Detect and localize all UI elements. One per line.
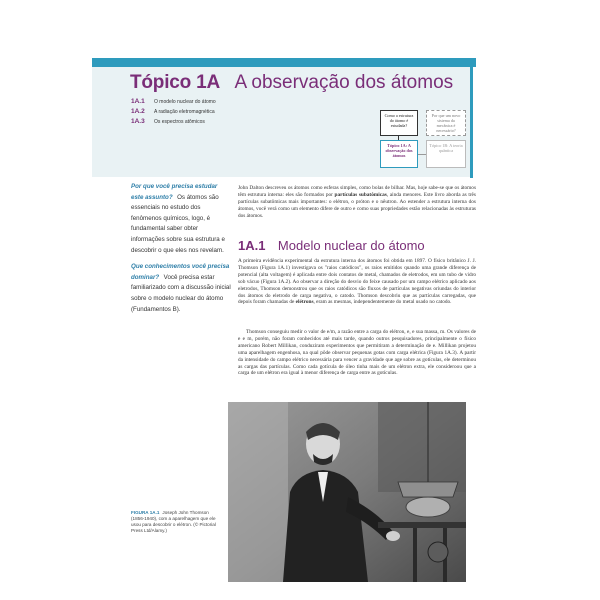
intro-text: , ainda menores. Este livro aborda as três partículas subatômicas mais importantes: o elétron, o próton e o nêutron. Ao estender a estrutura interna dos átomos, você verá como um elemento difere de outro e como suas propriedades estão relacionadas às estruturas dos átomos. (238, 191, 476, 219)
body-paragraph (238, 258, 476, 306)
topic-number: Tópico 1A (130, 72, 221, 93)
intro-paragraph (238, 185, 476, 220)
flow-current-topic-box: Tópico 1A: A observação dos átomos (380, 140, 418, 168)
sidebar (131, 180, 231, 319)
flow-next-topic-box: Tópico 1B: A teoria quântica (426, 140, 466, 168)
flow-arrow (418, 154, 426, 155)
body-paragraph: Thomson conseguiu medir o valor de e/m, a razão entre a carga do elétron, e, e sua massa, m. Os valores de e e m, porém, não foram conhecidos até mais tarde, quando outros pesquisadores, principalmente o físico americano Robert Millikan, conduziram experimentos que permitiram a determinação de e. Millikan projetou uma aparelhagem engenhosa, na qual pôde observar pequenas gotas com carga elétrica (Figura 1A.3). A partir da intensidade do campo elétrico necessária para vencer a gravidade que age sobre as gotículas, ele determinou as cargas das partículas. Como cada gotícula de óleo tinha mais de um elétron extra, ele consideroou que a carga de um elétron era igual à menor diferença de carga entre as gotículas. (238, 329, 476, 377)
toc-item[interactable] (131, 107, 216, 116)
topic-title (130, 72, 453, 94)
toc-item-number: 1A.1 (131, 98, 145, 105)
sidebar-question: Por que você precisa estudar este assunto? (131, 183, 218, 201)
sidebar-answer: Os átomos são essenciais no estudo dos fenômenos químicos, logo, é fundamental saber obter informações sobre sua estrutura e descobrir o que eles nos revelam. (131, 193, 225, 254)
paragraph-text: , eram as mesmas, independentemente do metal usado no catodo. (313, 299, 452, 306)
toc-item-label: Os espectros atômicos (154, 118, 205, 125)
section-number: 1A.1 (238, 238, 266, 253)
flow-question-box: Como a estrutura do átomo é estudada? (380, 110, 418, 136)
toc-item[interactable] (131, 97, 216, 106)
sidebar-block (131, 180, 231, 254)
section-heading (238, 237, 425, 255)
toc-item[interactable] (131, 117, 216, 126)
flow-next-question-box: Por que um novo sistema da mecânica é necessário? (426, 110, 466, 136)
figure-caption (131, 510, 221, 534)
paragraph-bold-term: elétrons (295, 299, 314, 306)
toc-item-label: O modelo nuclear do átomo (154, 98, 216, 105)
caption-text: Joseph John Thomson (1856-1940), com a aparelhagem que ele usou para descobrir o elétron. (© Pictorial Press Ltd/Alamy.) (131, 510, 216, 533)
intro-text: John Dalton descreveu os átomos como esferas simples, como bolas de bilhar. Mas, hoje sabe-se que os átomos têm estrutura interna: eles são formados por (238, 185, 476, 198)
photo-illustration (228, 402, 466, 582)
thomson-photo (228, 402, 466, 582)
sidebar-block (131, 260, 231, 313)
toc-item-number: 1A.3 (131, 118, 145, 125)
sidebar-answer: Você precisa estar familiarizado com a discussão inicial sobre o modelo nuclear do átomo (Fundamentos B). (131, 273, 231, 313)
paragraph-text: A primeira evidência experimental da estrutura interna dos átomos foi obtida em 1897. O físico britânico J. J. Thomson (Figura 1A.1) investigava os "raios catódicos", os raios emitidos quando uma grande diferença de potencial (alta voltagem) é aplicada entre dois contatos de metal, chamados de eletrodos, em um tubo de vidro sob vácuo (Figura 1A.2). Ao observar a direção do desvio do feixe causado por um campo elétrico aplicado aos eletrodos, Thomson demonstrou que os raios catódicos são fluxos de partículas negativas oriundas do interior dos átomos do eletrodo de carga negativa, o catodo. Thomson descobriu que as partículas carregadas, que depois foram chamadas de (238, 258, 476, 306)
figure-label: FIGURA 1A.1 (131, 510, 160, 515)
topic-flow-diagram (378, 108, 470, 172)
section-title: Modelo nuclear do átomo (277, 238, 425, 253)
toc-item-number: 1A.2 (131, 108, 145, 115)
topic-title-text: A observação dos átomos (234, 72, 454, 93)
toc-item-label: A radiação eletromagnética (154, 108, 215, 115)
topic-contents (131, 97, 216, 127)
intro-bold-term: partículas subatômicas (334, 191, 387, 198)
header-side-line (470, 58, 473, 178)
sidebar-question: Que conhecimentos você precisa dominar? (131, 263, 230, 281)
header-accent-bar (92, 58, 476, 67)
